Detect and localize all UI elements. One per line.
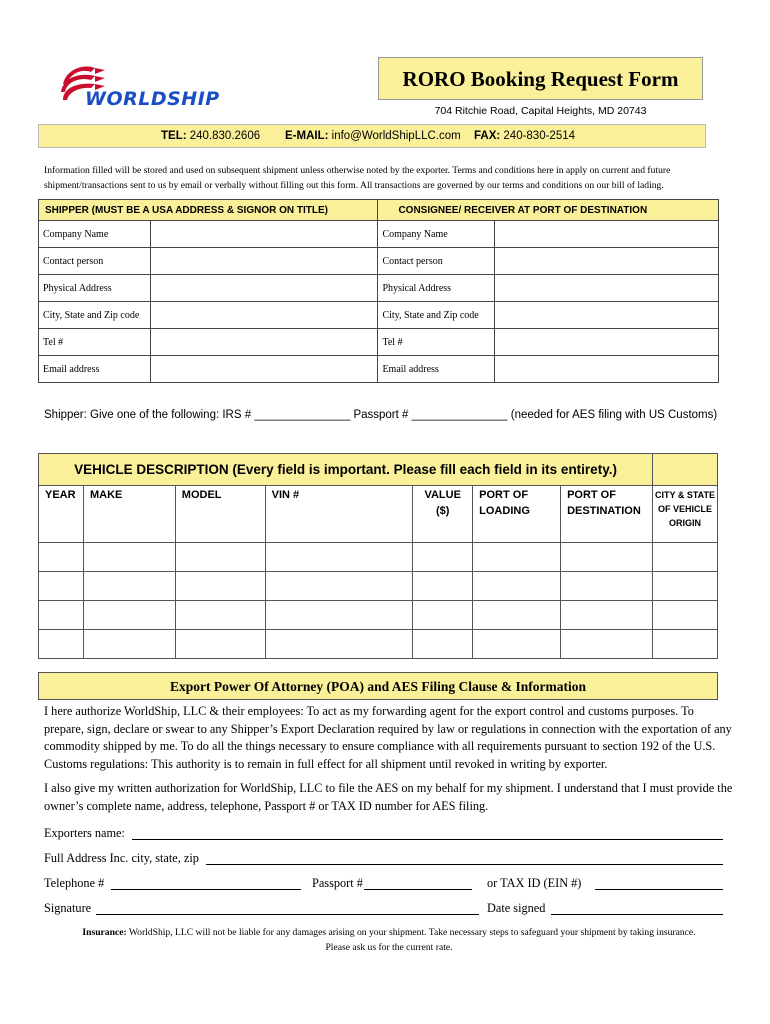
col-pol-line2: LOADING: [479, 505, 530, 517]
shipper-company-input[interactable]: [150, 221, 378, 248]
tel-info: TEL: 240.830.2606: [161, 130, 261, 142]
shipper-email-input[interactable]: [150, 356, 378, 383]
exporters-name-field[interactable]: [132, 825, 723, 840]
shipper-city-label: City, State and Zip code: [39, 302, 151, 329]
insurance-label: Insurance:: [82, 927, 127, 938]
contact-bar: [38, 124, 706, 148]
consignee-company-input[interactable]: [495, 221, 719, 248]
vehicle-row: [39, 572, 718, 601]
worldship-logo: [55, 62, 250, 112]
logo-text: WORLDSHIP: [85, 88, 220, 110]
vehicle-row: [39, 630, 718, 659]
passport-label: Passport #: [312, 876, 363, 890]
date-signed-label: Date signed: [487, 901, 546, 915]
consignee-city-label: City, State and Zip code: [378, 302, 495, 329]
poa-section-title: Export Power Of Attorney (POA) and AES Filing Clause & Information: [38, 672, 718, 700]
shipper-address-label: Physical Address: [39, 275, 151, 302]
shipper-contact-label: Contact person: [39, 248, 151, 275]
telephone-label: Telephone #: [44, 876, 105, 890]
shipper-address-input[interactable]: [150, 275, 378, 302]
vehicle-row: [39, 543, 718, 572]
form-title: RORO Booking Request Form: [378, 57, 703, 100]
info-notice: Information filled will be stored and used on subsequent shipment unless otherwise noted by the exporter. Terms and conditions here in apply on current and future shipment/transactions sent to us by email or verbally without filling out this form. All transactions are governed by our terms and conditions on our bill of lading.: [44, 165, 671, 191]
consignee-email-input[interactable]: [495, 356, 719, 383]
poa-paragraph-2: I also give my written authorization for WorldShip, LLC to file the AES on my behalf for my shipment. I understand that I must provide the owner’s complete name, address, telephone, Passport # or TAX ID number for AES filing.: [44, 781, 733, 813]
shipper-header: SHIPPER (MUST BE A USA ADDRESS & SIGNOR ON TITLE): [39, 200, 378, 221]
col-origin-line3: ORIGIN: [669, 518, 702, 528]
col-origin-line2: OF VEHICLE: [658, 504, 713, 514]
shipper-consignee-table: [38, 199, 719, 383]
insurance-text: WorldShip, LLC will not be liable for any damages arising on your shipment. Take necessary steps to safeguard your shipment by taking insurance.: [126, 927, 696, 938]
date-signed-field[interactable]: [551, 900, 723, 915]
col-value: [413, 486, 473, 543]
col-origin: [653, 486, 718, 543]
col-vin: VIN #: [265, 486, 413, 543]
shipper-tel-label: Tel #: [39, 329, 151, 356]
consignee-contact-label: Contact person: [378, 248, 495, 275]
shipper-tel-input[interactable]: [150, 329, 378, 356]
col-pod-line2: DESTINATION: [567, 505, 641, 517]
vehicle-title-blank: [653, 454, 718, 486]
consignee-tel-input[interactable]: [495, 329, 719, 356]
consignee-email-label: Email address: [378, 356, 495, 383]
vehicle-row: [39, 601, 718, 630]
telephone-field[interactable]: [111, 875, 301, 890]
col-model: MODEL: [175, 486, 265, 543]
col-value-line2: ($): [435, 505, 450, 517]
insurance-line-1: [44, 925, 734, 940]
vehicle-section-title: VEHICLE DESCRIPTION (Every field is important. Please fill each field in its entirety.): [39, 454, 653, 486]
vehicle-table: [38, 453, 718, 659]
consignee-address-label: Physical Address: [378, 275, 495, 302]
col-port-loading: [473, 486, 561, 543]
passport-field[interactable]: [364, 875, 472, 890]
consignee-contact-input[interactable]: [495, 248, 719, 275]
tax-id-label: or TAX ID (EIN #): [487, 876, 582, 890]
full-address-label: Full Address Inc. city, state, zip: [44, 851, 199, 865]
insurance-note: [44, 925, 734, 955]
col-value-line1: VALUE: [424, 489, 461, 501]
col-pod-line1: PORT OF: [567, 489, 616, 501]
shipper-city-input[interactable]: [150, 302, 378, 329]
company-address: 704 Ritchie Road, Capital Heights, MD 20743: [434, 105, 647, 117]
consignee-address-input[interactable]: [495, 275, 719, 302]
signature-field[interactable]: [96, 900, 479, 915]
insurance-line-2: Please ask us for the current rate.: [325, 942, 453, 953]
consignee-city-input[interactable]: [495, 302, 719, 329]
col-make: MAKE: [83, 486, 175, 543]
col-port-destination: [561, 486, 653, 543]
col-origin-line1: CITY & STATE: [655, 490, 716, 500]
signature-label: Signature: [44, 901, 92, 915]
consignee-company-label: Company Name: [378, 221, 495, 248]
shipper-contact-input[interactable]: [150, 248, 378, 275]
aes-id-line[interactable]: Shipper: Give one of the following: IRS # _______________ Passport # _______________ (needed for AES filing with US Customs): [44, 409, 718, 421]
email-info[interactable]: E-MAIL: info@WorldShipLLC.com: [285, 130, 461, 142]
col-pol-line1: PORT OF: [479, 489, 529, 501]
poa-paragraph-1: I here authorize WorldShip, LLC & their employees: To act as my forwarding agent for the export control and customs purposes. To prepare, sign, declare or swear to any Shipper’s Export Declaration required by law or regulations in connection with the exportation of any commodity shipped by me. To do all the things necessary to ensure compliance with all requirements pursuant to section 192 of the U.S. Customs regulations: This authority is to remain in full effect for all shipment until revoked in writing by exporter.: [44, 704, 732, 771]
full-address-field[interactable]: [206, 850, 723, 865]
exporters-name-label: Exporters name:: [44, 826, 125, 840]
shipper-email-label: Email address: [39, 356, 151, 383]
col-year: YEAR: [39, 486, 84, 543]
consignee-header: CONSIGNEE/ RECEIVER AT PORT OF DESTINATION: [378, 200, 719, 221]
fax-info: FAX: 240-830-2514: [474, 130, 576, 142]
consignee-tel-label: Tel #: [378, 329, 495, 356]
tax-id-field[interactable]: [595, 875, 723, 890]
shipper-company-label: Company Name: [39, 221, 151, 248]
